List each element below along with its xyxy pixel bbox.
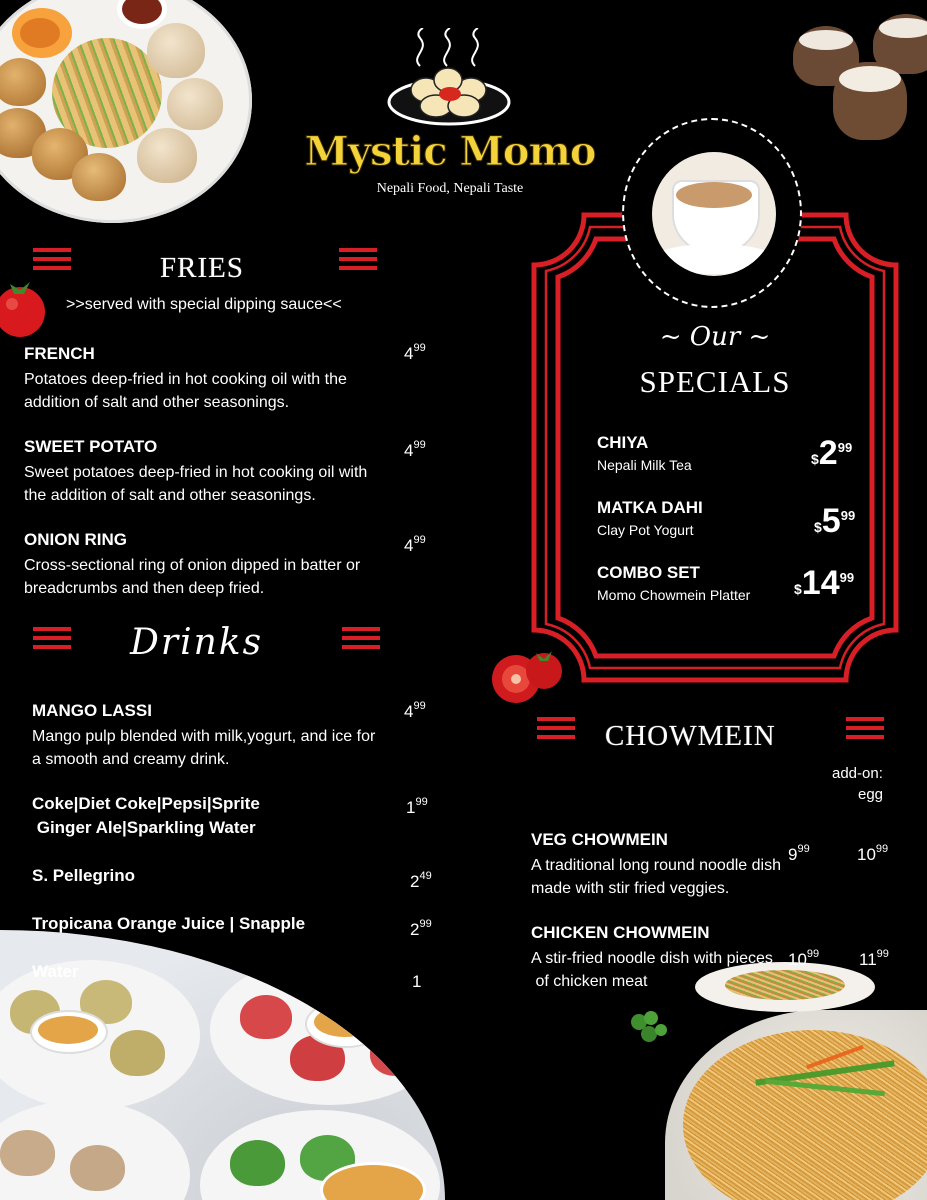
- decor-bars: [846, 717, 884, 743]
- addon-item: egg: [858, 786, 884, 803]
- item-desc: a smooth and creamy drink.: [32, 751, 230, 768]
- menu-item: [531, 923, 801, 993]
- item-price: $4^{99}$: [404, 342, 426, 363]
- item-name: ONION RING: [24, 530, 127, 549]
- item-name: S. Pellegrino: [32, 866, 135, 885]
- addon-label: add-on:: [832, 765, 883, 782]
- item-desc: addition of salt and other seasonings.: [24, 394, 290, 411]
- item-name: Ginger Ale|Sparkling Water: [32, 818, 256, 837]
- decor-bars: [342, 627, 380, 653]
- item-name: COMBO SET: [597, 563, 700, 582]
- menu-item: [24, 344, 394, 414]
- item-price: $4^{99}$: [404, 534, 426, 555]
- fries-subtitle: >>served with special dipping sauce<<: [66, 296, 342, 313]
- decor-bars: [33, 627, 71, 653]
- menu-item: [32, 701, 402, 771]
- item-desc: Clay Pot Yogurt: [597, 522, 694, 538]
- menu-item: [24, 530, 394, 600]
- item-desc: made with stir fried veggies.: [531, 880, 730, 897]
- special-item: [597, 498, 703, 538]
- addon-price: $11^{99}$: [859, 948, 889, 969]
- menu-item: [32, 794, 402, 838]
- decor-bars: [339, 248, 377, 274]
- item-desc: the addition of salt and other seasonings.: [24, 487, 316, 504]
- item-desc: Sweet potatoes deep-fried in hot cooking oil with: [24, 464, 368, 481]
- item-name: SWEET POTATO: [24, 437, 158, 456]
- item-desc: Nepali Milk Tea: [597, 457, 692, 473]
- decor-bars: [537, 717, 575, 743]
- specials-heading: SPECIALS: [639, 364, 791, 399]
- item-name: Coke|Diet Coke|Pepsi|Sprite: [32, 794, 260, 813]
- item-name: Water: [32, 962, 79, 981]
- item-name: VEG CHOWMEIN: [531, 830, 668, 849]
- cilantro-icon: [625, 1008, 675, 1053]
- momo-plate-image: [0, 0, 252, 223]
- item-price: $1^{99}$: [406, 796, 428, 817]
- item-name: FRENCH: [24, 344, 95, 363]
- item-price: $2^{49}$: [410, 870, 432, 891]
- momo-basket-icon: [386, 62, 512, 126]
- fries-title: FRIES: [160, 252, 244, 284]
- menu-item: [531, 830, 801, 900]
- menu-item: [24, 437, 394, 507]
- special-price: $\$14^{99}$: [794, 564, 855, 602]
- item-price: $4^{99}$: [404, 439, 426, 460]
- special-price: $\$5^{99}$: [814, 502, 856, 540]
- item-name: MATKA DAHI: [597, 498, 703, 517]
- special-item: [597, 563, 750, 603]
- chowmein-plate-image: [665, 1010, 927, 1200]
- brand-tagline: Nepali Food, Nepali Taste: [376, 181, 524, 196]
- item-price: 1: [412, 972, 422, 991]
- item-desc: A stir-fried noodle dish with pieces: [531, 950, 773, 967]
- specials-heading-top: ~ Our ~: [659, 322, 771, 352]
- item-price: $2^{99}$: [410, 918, 432, 939]
- brand-name: Mystic Momo: [304, 128, 596, 175]
- tomato-icon: [0, 272, 48, 342]
- decor-bars: [33, 248, 71, 274]
- tea-cup-image: [622, 118, 802, 308]
- item-price: $4^{99}$: [404, 700, 426, 721]
- item-price: $9^{99}$: [788, 843, 810, 864]
- chowmein-title: CHOWMEIN: [605, 720, 776, 752]
- item-desc: Momo Chowmein Platter: [597, 587, 751, 603]
- item-desc: breadcrumbs and then deep fried.: [24, 580, 265, 597]
- item-desc: Mango pulp blended with milk,yogurt, and ice for: [32, 728, 376, 745]
- special-price: $\$2^{99}$: [811, 434, 853, 472]
- item-desc: of chicken meat: [531, 973, 648, 990]
- item-name: CHICKEN CHOWMEIN: [531, 923, 710, 942]
- clay-cups-image: [785, 10, 927, 150]
- item-desc: A traditional long round noodle dish: [531, 857, 781, 874]
- item-desc: Potatoes deep-fried in hot cooking oil with the: [24, 371, 347, 388]
- item-price: $10^{99}$: [788, 948, 820, 969]
- item-desc: Cross-sectional ring of onion dipped in batter or: [24, 557, 361, 574]
- item-name: Tropicana Orange Juice | Snapple: [32, 914, 306, 933]
- addon-price: $10^{99}$: [857, 843, 889, 864]
- drinks-title: Drinks: [130, 622, 264, 663]
- item-name: MANGO LASSI: [32, 701, 152, 720]
- item-name: CHIYA: [597, 433, 649, 452]
- special-item: [597, 433, 692, 473]
